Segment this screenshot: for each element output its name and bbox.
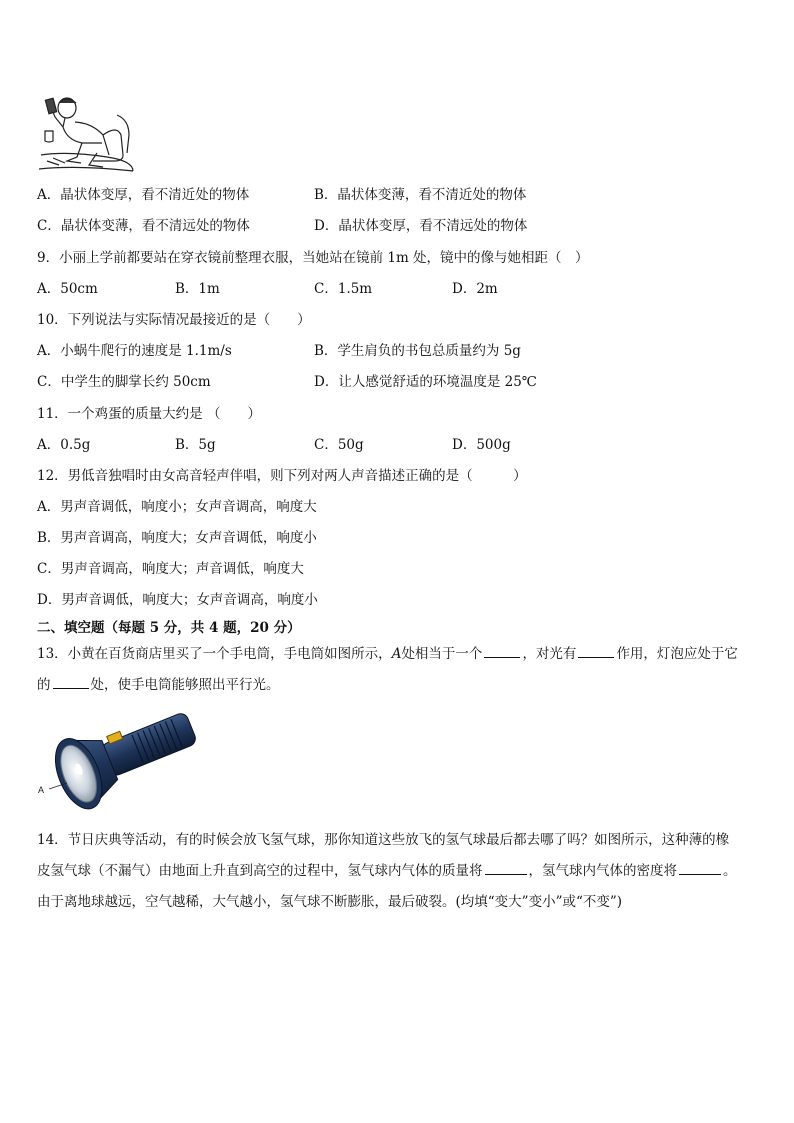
q14-blank-2[interactable]: [679, 862, 721, 875]
q12-option-b[interactable]: B．男声音调高，响度大；女声音调低，响度小: [37, 530, 317, 546]
q10-stem: 10．下列说法与实际情况最接近的是（ ）: [37, 312, 311, 328]
q8-option-d[interactable]: D．晶状体变厚，看不清远处的物体: [314, 218, 528, 234]
q13-line-2: [37, 676, 280, 694]
q10-option-d[interactable]: D．让人感觉舒适的环境温度是 25℃: [314, 374, 537, 390]
reading-person-figure: [37, 95, 137, 175]
q11-option-c[interactable]: C．50g: [314, 437, 364, 453]
q14-text-b: ，氢气球内气体的密度将: [528, 863, 677, 879]
q10-option-a[interactable]: A．小蜗牛爬行的速度是 1.1m/s: [37, 343, 232, 359]
q12-stem: 12．男低音独唱时由女高音轻声伴唱，则下列对两人声音描述正确的是（ ）: [37, 468, 527, 484]
q14-line-1: 14．节日庆典等活动，有的时候会放飞氢气球，那你知道这些放飞的氢气球最后都去哪了吗？如图所示，这种薄的橡: [37, 832, 730, 848]
q13-blank-3[interactable]: [53, 676, 89, 689]
q12-option-d[interactable]: D．男声音调低，响度大；女声音调高，响度小: [37, 592, 318, 608]
q12-option-c[interactable]: C．男声音调高，响度大；声音调低，响度大: [37, 561, 304, 577]
q14-line-2: [37, 862, 737, 880]
q8-option-b[interactable]: B．晶状体变薄，看不清近处的物体: [314, 187, 527, 203]
q9-option-c[interactable]: C．1.5m: [314, 281, 373, 297]
q12-option-a[interactable]: A．男声音调低，响度小；女声音调高，响度大: [37, 499, 317, 515]
q13-text-a: 13．小黄在百货商店里买了一个手电筒，手电筒如图所示，: [37, 646, 392, 662]
q13-blank-1[interactable]: [484, 645, 520, 658]
q8-option-a[interactable]: A．晶状体变厚，看不清近处的物体: [37, 187, 250, 203]
q13-text-d: 作用，灯泡应处于它: [616, 646, 738, 662]
q9-option-d[interactable]: D．2m: [452, 281, 498, 297]
q14-text-a: 皮氢气球（不漏气）由地面上升直到高空的过程中，氢气球内气体的质量将: [37, 863, 483, 879]
q8-option-c[interactable]: C．晶状体变薄，看不清远处的物体: [37, 218, 250, 234]
q13-text-f: 处，使手电筒能够照出平行光。: [90, 677, 280, 693]
q13-text-e: 的: [37, 677, 51, 693]
flashlight-label-a: A: [38, 785, 45, 795]
section-heading-fill-in: 二、填空题（每题 5 分，共 4 题，20 分）: [37, 620, 301, 636]
q9-option-b[interactable]: B．1m: [175, 281, 220, 297]
q11-stem: 11．一个鸡蛋的质量大约是 （ ）: [37, 406, 261, 422]
q9-stem: 9．小丽上学前都要站在穿衣镜前整理衣服，当她站在镜前 1m 处，镜中的像与她相距（ ）: [37, 250, 589, 266]
q13-var-a: A: [391, 646, 402, 662]
q13-blank-2[interactable]: [578, 645, 614, 658]
q11-option-d[interactable]: D．500g: [452, 437, 511, 453]
q13-line-1: [37, 645, 738, 663]
q14-blank-1[interactable]: [485, 862, 527, 875]
q10-option-b[interactable]: B．学生肩负的书包总质量约为 5g: [314, 343, 521, 359]
q13-text-b: 处相当于一个: [401, 646, 483, 662]
q13-text-c: ，对光有: [522, 646, 577, 662]
q14-line-3: 由于离地球越远，空气越稀，大气越小，氢气球不断膨胀，最后破裂。(均填“变大”变小”或“不变”): [37, 894, 623, 910]
q10-option-c[interactable]: C．中学生的脚掌长约 50cm: [37, 374, 211, 390]
q11-option-b[interactable]: B．5g: [175, 437, 216, 453]
flashlight-figure: [35, 705, 205, 810]
q11-option-a[interactable]: A．0.5g: [37, 437, 91, 453]
q14-text-c: 。: [723, 863, 737, 879]
q9-option-a[interactable]: A．50cm: [37, 281, 98, 297]
